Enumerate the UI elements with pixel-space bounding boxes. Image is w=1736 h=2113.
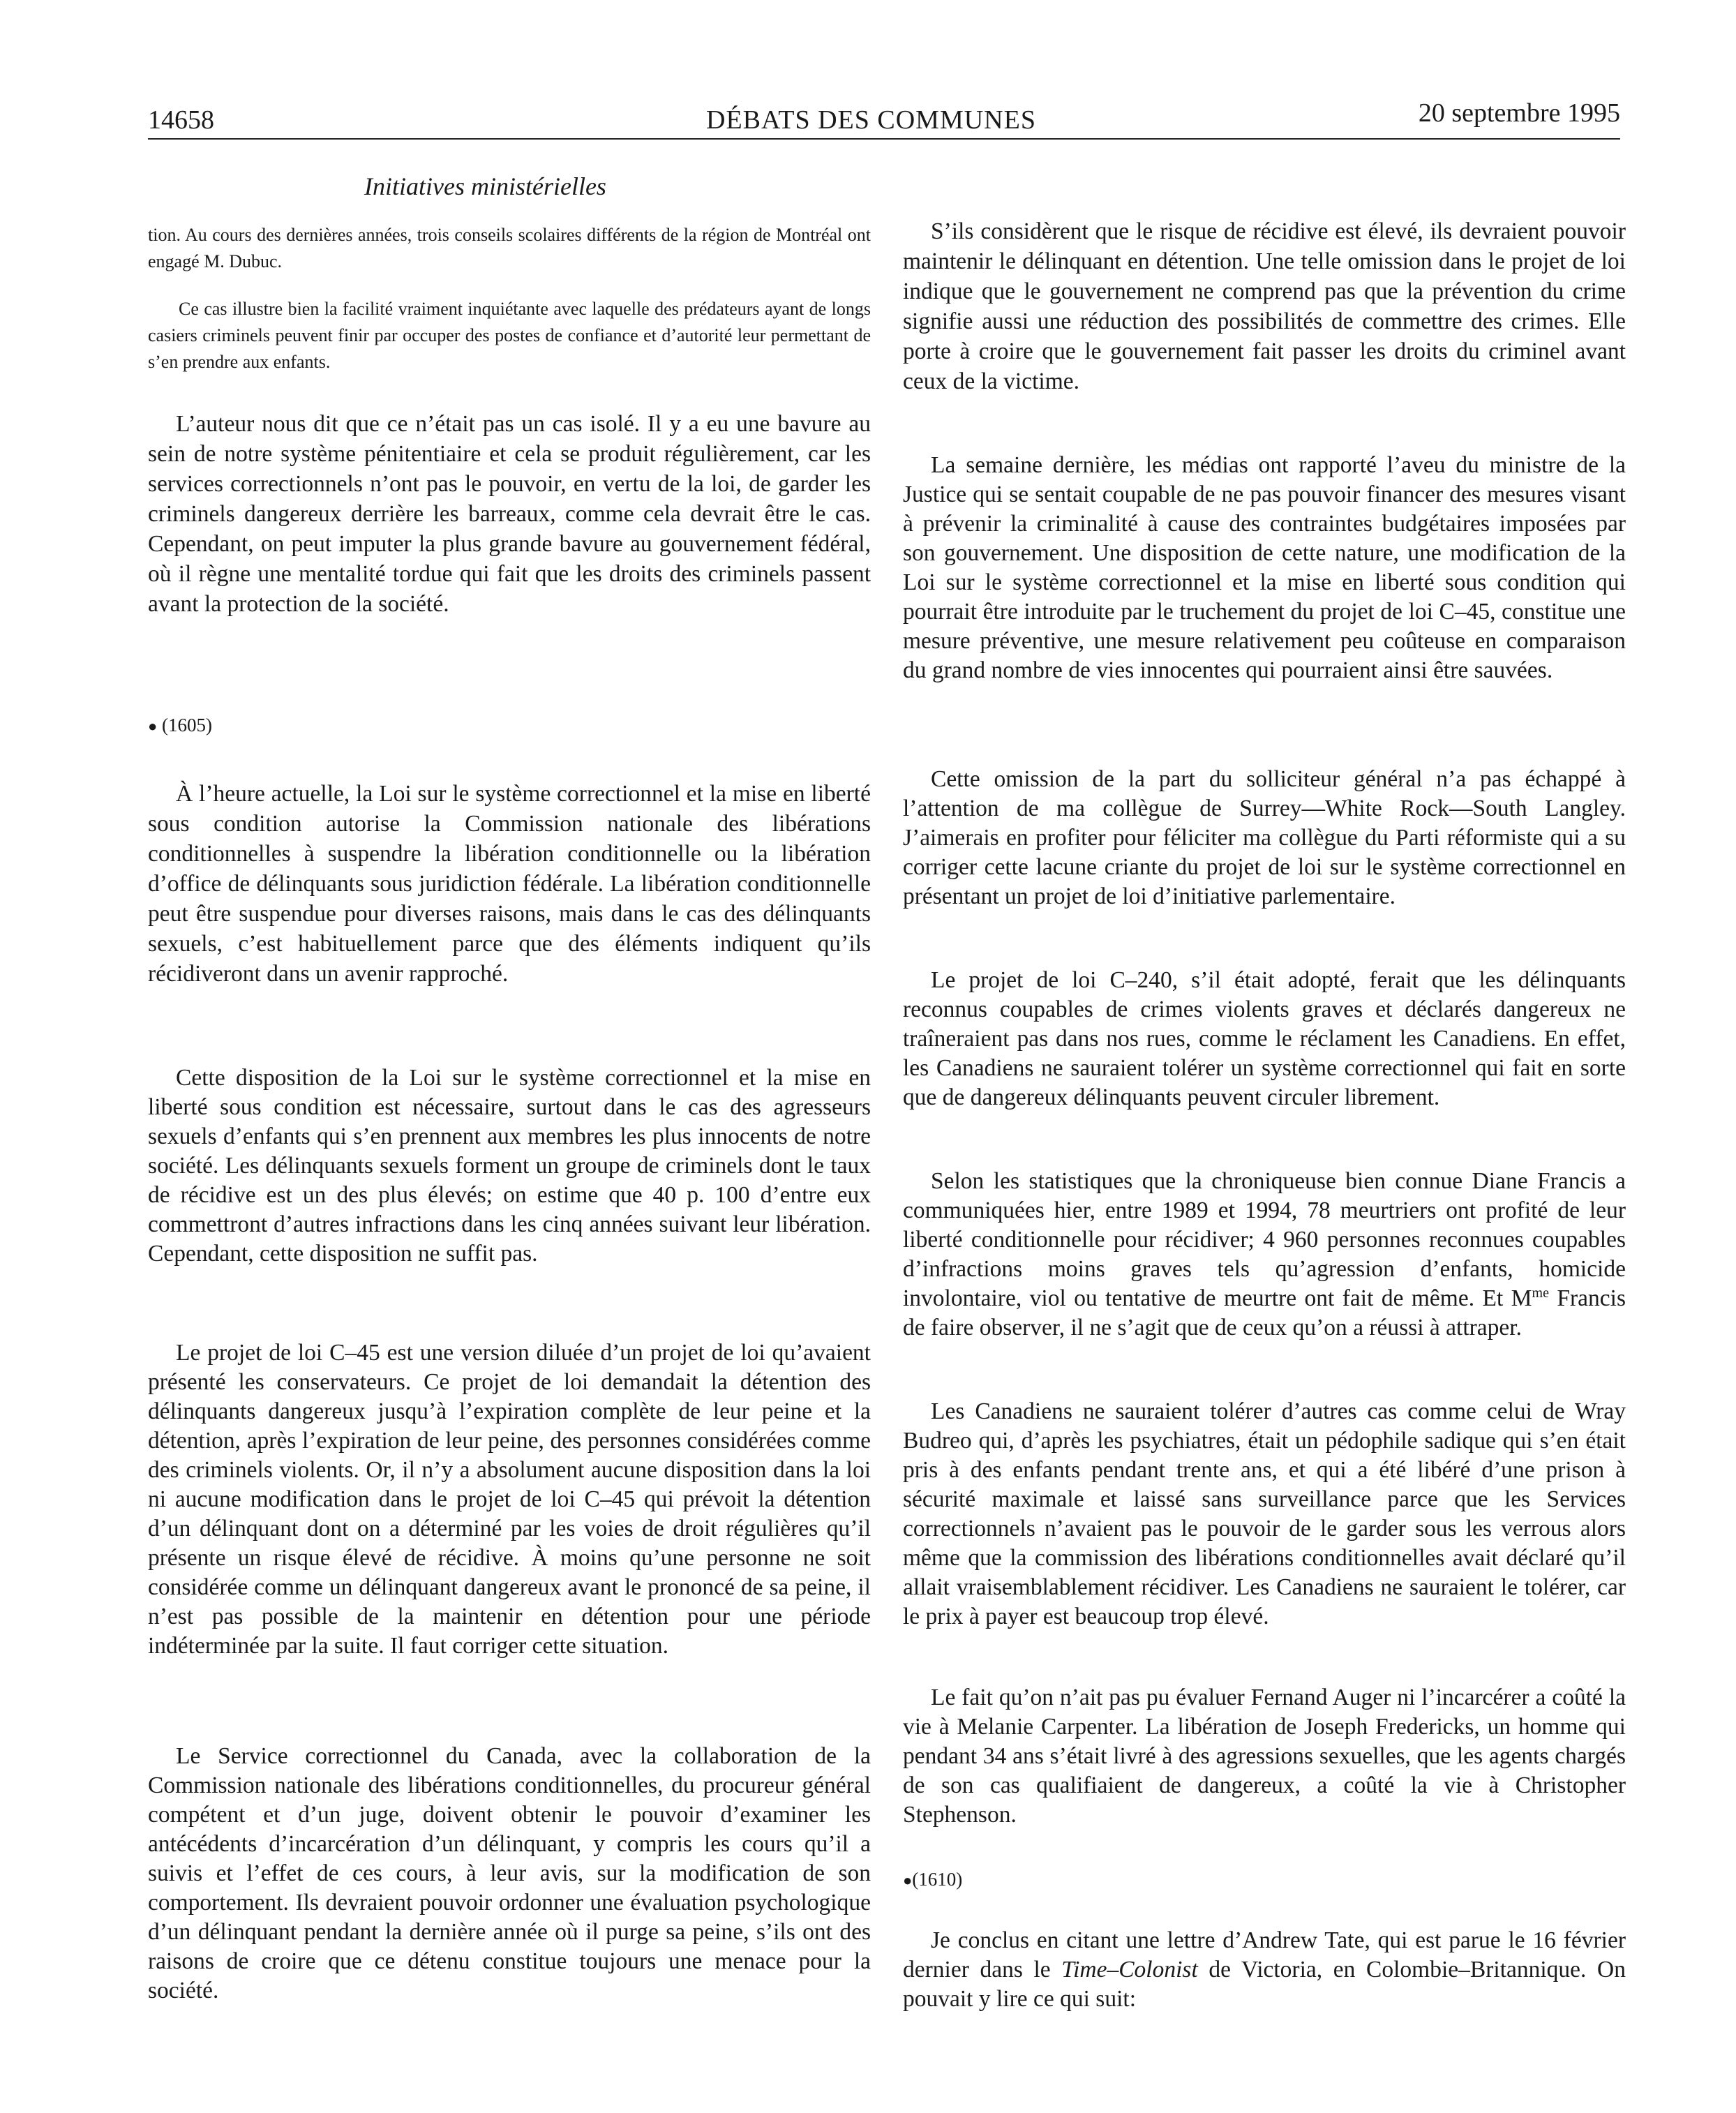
time-marker: (1610) <box>912 1869 963 1890</box>
quote-paragraph: Ce cas illustre bien la facilité vraiment inquiétante avec laquelle des prédateurs ayant de longs casiers criminels peuvent finir par occuper des postes de confiance et d’autorité leur permettant de s’en prendre aux enfants. <box>148 299 871 372</box>
left-column-block-2 <box>148 779 871 989</box>
superscript: me <box>1532 1285 1549 1301</box>
paragraph <box>903 1167 1626 1343</box>
paragraph: Le projet de loi C–240, s’il était adopté, ferait que les délinquants reconnus coupables de crimes violents graves et déclarés dangereux ne traîneraient pas dans nos rues, comme le réclament les Canadiens. En effet, les Canadiens ne sauraient tolérer un système correctionnel qui fait en sorte que de dangereux délinquants peuvent circuler librement. <box>903 967 1626 1110</box>
left-column-quote <box>148 222 871 275</box>
quote-continuation: tion. Au cours des dernières années, trois conseils scolaires différents de la région de Montréal ont engagé M. Dubuc. <box>148 225 871 271</box>
bullet-icon: ● <box>148 717 158 735</box>
section-title: Initiatives ministérielles <box>364 172 606 200</box>
paragraph: S’ils considèrent que le risque de récidive est élevé, ils devraient pouvoir maintenir le délinquant en détention. Une telle omission dans le projet de loi indique que le gouvernement ne comprend pas que la prévention du crime signifie aussi une réduction des possibilités de commettre des crimes. Elle porte à croire que le gouvernement fait passer les droits du criminel avant ceux de la victime. <box>903 218 1626 394</box>
right-column-block-4 <box>903 966 1626 1112</box>
paragraph: Cette omission de la part du solliciteur général n’a pas échappé à l’attention de ma collègue de Surrey—White Rock—South Langley. J’aimerais en profiter pour féliciter ma collègue du Parti réformiste qui a su corriger cette lacune criante du projet de loi sur le système correctionnel en présentant un projet de loi d’initiative parlementaire. <box>903 766 1626 909</box>
page-header <box>148 98 1620 140</box>
paragraph: La semaine dernière, les médias ont rapporté l’aveu du ministre de la Justice qui se sentait coupable de ne pas pouvoir financer des mesures visant à prévenir la criminalité à cause des contraintes budgétaires imposées par son gouvernement. Une disposition de cette nature, une modification de la Loi sur le système correctionnel et la mise en liberté sous condition qui pourrait être introduite par le truchement du projet de loi C–45, constitue une mesure préventive, une mesure relativement peu coûteuse en comparaison du grand nombre de vies innocentes qui pourraient ainsi être sauvées. <box>903 452 1626 683</box>
right-column-block-3 <box>903 765 1626 911</box>
page-number: 14658 <box>148 105 214 135</box>
left-column-block-4 <box>148 1338 871 1661</box>
paragraph: Le fait qu’on n’ait pas pu évaluer Fernand Auger ni l’incarcérer a coûté la vie à Melanie Carpenter. La libération de Joseph Fredericks, un homme qui pendant 34 ans s’était livré à des agressions sexuelles, que les agents chargés de son cas qualifiaient de dangereux, a coûté la vie à Christopher Stephenson. <box>903 1685 1626 1828</box>
left-column-block-1 <box>148 409 871 619</box>
page-date: 20 septembre 1995 <box>1418 98 1620 128</box>
right-column-block-7 <box>903 1683 1626 1830</box>
paragraph: L’auteur nous dit que ce n’était pas un cas isolé. Il y a eu une bavure au sein de notre système pénitentiaire et cela se produit régulièrement, car les services correctionnels n’ont pas le pouvoir, en vertu de la loi, de garder les criminels dangereux derrière les barreaux, comme cela devrait être le cas. Cependant, on peut imputer la plus grande bavure au gouvernement fédéral, où il règne une mentalité tordue qui fait que les droits des criminels passent avant la protection de la société. <box>148 411 871 617</box>
left-column-block-3 <box>148 1063 871 1269</box>
right-column-block-2 <box>903 451 1626 685</box>
paragraph: Le Service correctionnel du Canada, avec la collaboration de la Commission nationale des libérations conditionnelles, du procureur général compétent et d’un juge, doivent obtenir le pouvoir d’examiner les antécédents d’incarcération d’un délinquant, y compris les cours qu’il a suivis et l’effet de ces cours, à leur avis, sur la modification de son comportement. Ils devraient pouvoir ordonner une évaluation psychologique d’un délinquant pendant la dernière année où il purge sa peine, s’ils ont des raisons de croire que ce détenu constitue toujours une menace pour la société. <box>148 1743 871 2003</box>
paragraph: Les Canadiens ne sauraient tolérer d’autres cas comme celui de Wray Budreo qui, d’après les psychiatres, était un pédophile sadique qui s’en était pris à des enfants pendant trente ans, et qui a été libéré d’une prison à sécurité maximale et laissé sans surveillance parce que les Services correctionnels n’avaient pas le pouvoir de le garder sous les verrous alors même que la commission des libérations conditionnelles avait déclaré qu’il allait vraisemblablement récidiver. Les Canadiens ne sauraient le tolérer, car le prix à payer est beaucoup trop élevé. <box>903 1398 1626 1629</box>
publication-title: DÉBATS DES COMMUNES <box>706 105 1036 135</box>
right-time-marker <box>903 1869 1626 1890</box>
paragraph-text: Francis de faire observer, il ne s’agit que de ceux qu’on a réussi à attraper. <box>903 1285 1626 1341</box>
header-rule <box>148 138 1620 140</box>
paragraph: Cette disposition de la Loi sur le système correctionnel et la mise en liberté sous condition est nécessaire, surtout dans le cas des agresseurs sexuels d’enfants qui s’en prennent aux membres les plus innocents de notre société. Les délinquants sexuels forment un groupe de criminels dont le taux de récidive est un des plus élevés; on estime que 40 p. 100 d’entre eux commettront d’autres infractions dans les cinq années suivant leur libération. Cependant, cette disposition ne suffit pas. <box>148 1065 871 1267</box>
paragraph: À l’heure actuelle, la Loi sur le système correctionnel et la mise en liberté sous condition autorise la Commission nationale des libérations conditionnelles à suspendre la libération conditionnelle ou la libération d’office de délinquants sous juridiction fédérale. La libération conditionnelle peut être suspendue pour diverses raisons, mais dans le cas des délinquants sexuels, c’est habituellement parce que des éléments indiquent qu’ils récidiveront dans un avenir rapproché. <box>148 781 871 987</box>
right-column-block-1 <box>903 216 1626 396</box>
left-time-marker <box>148 715 871 736</box>
paragraph-text: Je conclus en citant une lettre d’Andrew Tate, qui est parue le 16 février dernier dans le <box>903 1927 1626 1983</box>
newspaper-title: Time–Colonist <box>1061 1957 1198 1983</box>
paragraph: Le projet de loi C–45 est une version diluée d’un projet de loi qu’avaient présenté les conservateurs. Ce projet de loi demandait la détention des délinquants dangereux jusqu’à l’expiration complète de leur peine et la détention, après l’expiration de leur peine, des personnes considérées comme des criminels violents. Or, il n’y a absolument aucune disposition dans la loi ni aucune modification dans le projet de loi C–45 qui prévoit la détention d’un délinquant dont on a déterminé par les voies de droit régulières qu’il présente un risque élevé de récidive. À moins qu’une personne ne soit considérée comme un délinquant dangereux avant le prononcé de sa peine, il n’est pas possible de la maintenir en détention pour une période indéterminée par la suite. Il faut corriger cette situation. <box>148 1340 871 1659</box>
right-column-block-6 <box>903 1397 1626 1632</box>
left-column-quote-2 <box>148 296 871 375</box>
left-column-block-5 <box>148 1742 871 2006</box>
time-marker: (1605) <box>162 715 213 736</box>
right-column-block-8 <box>903 1926 1626 2014</box>
paragraph-text: Selon les statistiques que la chroniqueuse bien connue Diane Francis a communiquées hier, entre 1989 et 1994, 78 meurtriers ont profité de leur liberté conditionnelle pour récidiver; 4 960 personnes reconnues coupables d’infractions moins graves tels qu’agression d’enfants, homicide involontaire, viol ou tentative de meurtre ont fait de même. Et M <box>903 1168 1626 1311</box>
paragraph-text: de Victoria, en Colombie–Britannique. On pouvait y lire ce qui suit: <box>903 1957 1626 2012</box>
right-column-block-5 <box>903 1167 1626 1343</box>
bullet-icon: ● <box>903 1872 913 1889</box>
paragraph <box>903 1926 1626 2014</box>
